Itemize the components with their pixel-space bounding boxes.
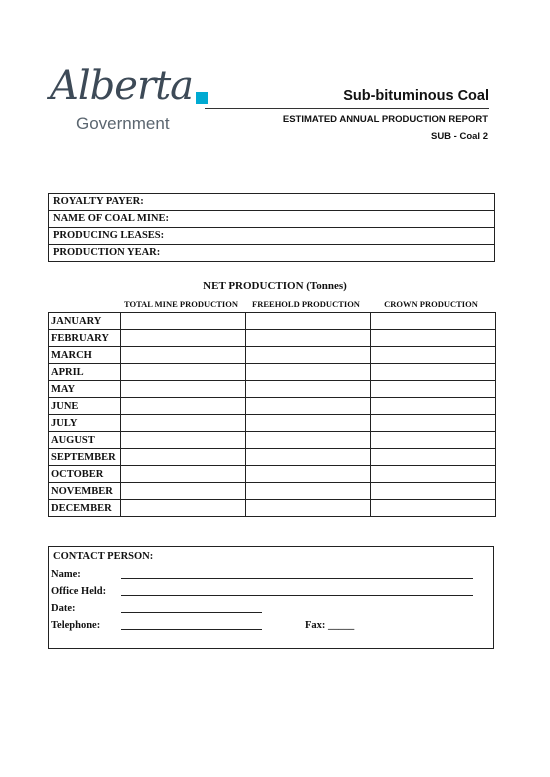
freehold-cell[interactable] xyxy=(246,432,371,449)
month-label: APRIL xyxy=(49,364,121,381)
month-label: SEPTEMBER xyxy=(49,449,121,466)
month-label: NOVEMBER xyxy=(49,483,121,500)
freehold-cell[interactable] xyxy=(246,398,371,415)
logo-subtext: Government xyxy=(76,114,170,133)
crown-cell[interactable] xyxy=(371,466,496,483)
month-label: DECEMBER xyxy=(49,500,121,517)
total-mine-cell[interactable] xyxy=(121,313,246,330)
telephone-label: Telephone: xyxy=(51,620,101,631)
info-production-year[interactable]: PRODUCTION YEAR: xyxy=(53,247,161,258)
freehold-cell[interactable] xyxy=(246,347,371,364)
form-code: SUB - Coal 2 xyxy=(430,131,488,142)
freehold-cell[interactable] xyxy=(246,449,371,466)
info-producing-leases[interactable]: PRODUCING LEASES: xyxy=(49,228,494,245)
freehold-cell[interactable] xyxy=(246,381,371,398)
month-label: OCTOBER xyxy=(49,466,121,483)
col-header-freehold: FREEHOLD PRODUCTION xyxy=(252,299,360,309)
total-mine-cell[interactable] xyxy=(121,466,246,483)
logo-wordmark: Alberta xyxy=(50,63,193,109)
total-mine-cell[interactable] xyxy=(121,483,246,500)
table-row xyxy=(49,466,496,483)
total-mine-cell[interactable] xyxy=(121,449,246,466)
telephone-field[interactable] xyxy=(121,629,262,630)
date-label: Date: xyxy=(51,603,76,614)
office-held-field[interactable] xyxy=(121,595,473,596)
name-field[interactable] xyxy=(121,578,473,579)
month-label: JANUARY xyxy=(49,313,121,330)
fax-field[interactable]: Fax: _____ xyxy=(305,620,355,631)
total-mine-cell[interactable] xyxy=(121,500,246,517)
crown-cell[interactable] xyxy=(371,364,496,381)
table-row xyxy=(49,364,496,381)
crown-cell[interactable] xyxy=(371,398,496,415)
crown-cell[interactable] xyxy=(371,313,496,330)
table-row xyxy=(49,432,496,449)
crown-cell[interactable] xyxy=(371,500,496,517)
crown-cell[interactable] xyxy=(371,449,496,466)
report-subtitle: ESTIMATED ANNUAL PRODUCTION REPORT xyxy=(282,114,488,125)
production-title: NET PRODUCTION (Tonnes) xyxy=(203,280,347,292)
date-field[interactable] xyxy=(121,612,262,613)
info-coal-mine-name[interactable]: NAME OF COAL MINE: xyxy=(49,211,494,228)
freehold-cell[interactable] xyxy=(246,364,371,381)
name-label: Name: xyxy=(51,569,81,580)
production-table xyxy=(48,312,496,517)
month-label: MAY xyxy=(49,381,121,398)
table-row xyxy=(49,500,496,517)
alberta-government-logo xyxy=(50,64,210,144)
month-label: FEBRUARY xyxy=(49,330,121,347)
total-mine-cell[interactable] xyxy=(121,415,246,432)
crown-cell[interactable] xyxy=(371,415,496,432)
table-row xyxy=(49,415,496,432)
table-row xyxy=(49,330,496,347)
logo-square-icon xyxy=(196,92,208,104)
month-label: AUGUST xyxy=(49,432,121,449)
crown-cell[interactable] xyxy=(371,347,496,364)
month-label: JUNE xyxy=(49,398,121,415)
freehold-cell[interactable] xyxy=(246,415,371,432)
crown-cell[interactable] xyxy=(371,483,496,500)
table-row xyxy=(49,347,496,364)
report-title: Sub-bituminous Coal xyxy=(343,88,489,104)
total-mine-cell[interactable] xyxy=(121,330,246,347)
freehold-cell[interactable] xyxy=(246,500,371,517)
info-royalty-payer[interactable]: ROYALTY PAYER: xyxy=(49,194,494,211)
crown-cell[interactable] xyxy=(371,381,496,398)
month-label: MARCH xyxy=(49,347,121,364)
table-row xyxy=(49,449,496,466)
month-label: JULY xyxy=(49,415,121,432)
total-mine-cell[interactable] xyxy=(121,432,246,449)
col-header-crown: CROWN PRODUCTION xyxy=(384,299,478,309)
total-mine-cell[interactable] xyxy=(121,347,246,364)
table-row xyxy=(49,398,496,415)
crown-cell[interactable] xyxy=(371,330,496,347)
freehold-cell[interactable] xyxy=(246,330,371,347)
table-row xyxy=(49,313,496,330)
freehold-cell[interactable] xyxy=(246,313,371,330)
office-held-label: Office Held: xyxy=(51,586,107,597)
table-row xyxy=(49,483,496,500)
crown-cell[interactable] xyxy=(371,432,496,449)
contact-box xyxy=(48,546,494,649)
header-rule xyxy=(205,108,489,109)
total-mine-cell[interactable] xyxy=(121,364,246,381)
table-row xyxy=(49,381,496,398)
contact-heading: CONTACT PERSON: xyxy=(53,551,154,562)
total-mine-cell[interactable] xyxy=(121,381,246,398)
freehold-cell[interactable] xyxy=(246,483,371,500)
info-box xyxy=(48,193,495,262)
freehold-cell[interactable] xyxy=(246,466,371,483)
col-header-total-mine: TOTAL MINE PRODUCTION xyxy=(124,299,238,309)
total-mine-cell[interactable] xyxy=(121,398,246,415)
